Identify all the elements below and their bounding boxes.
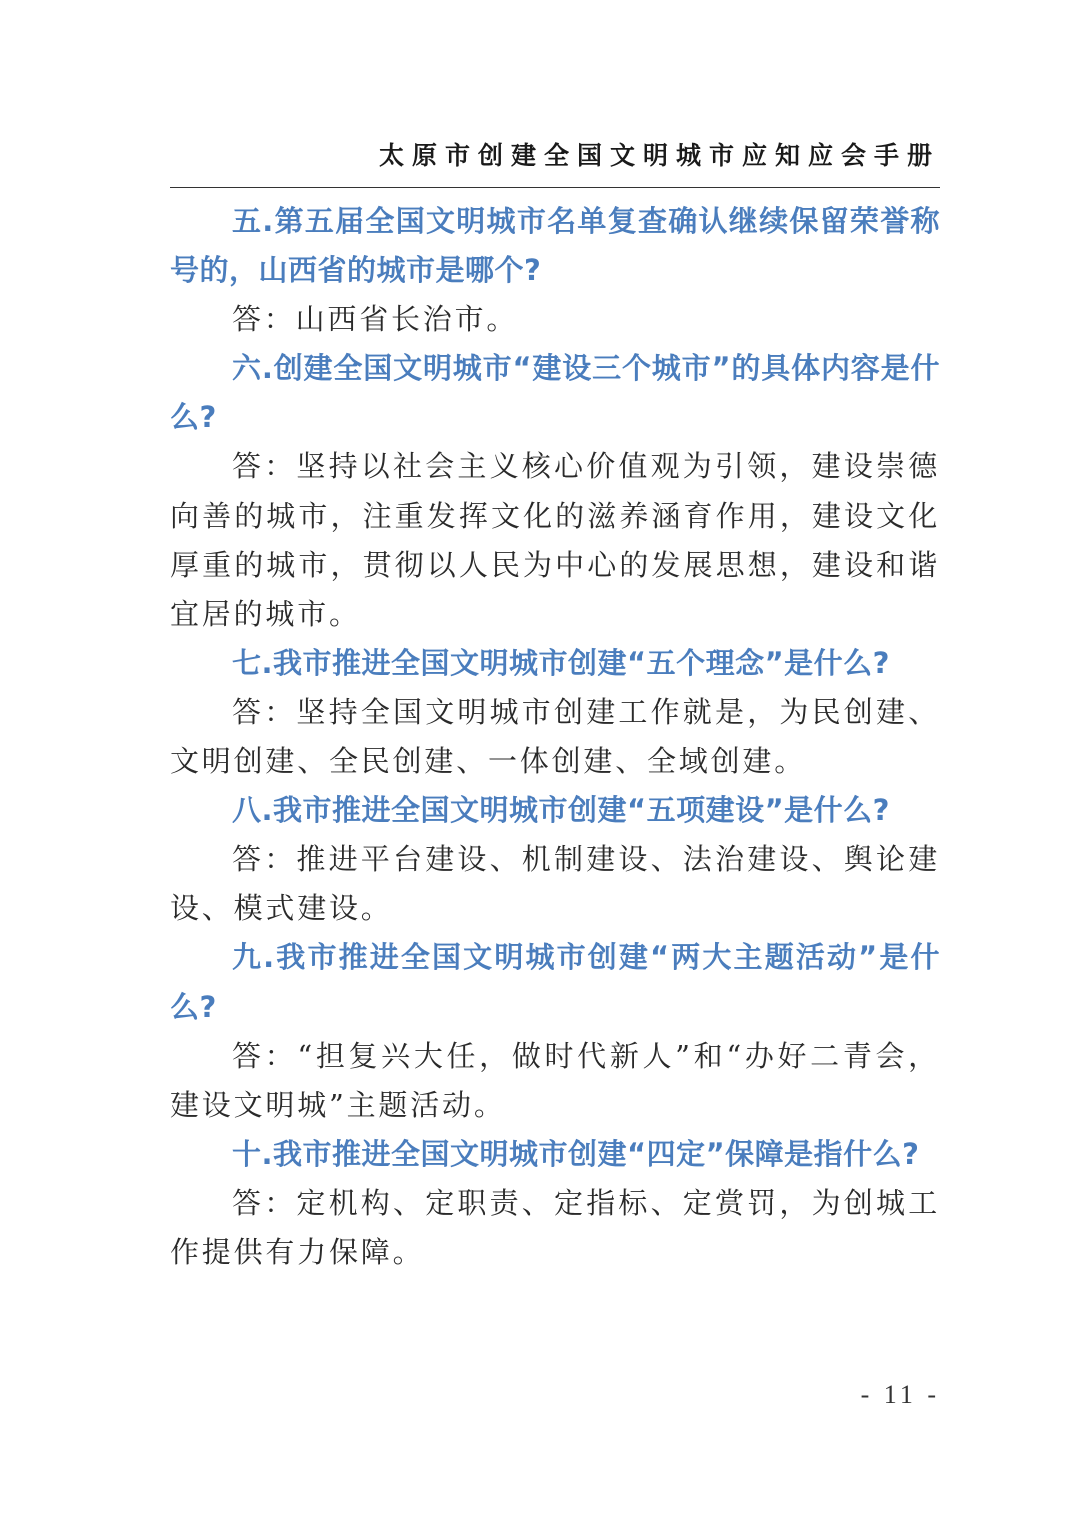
question-6: 六.创建全国文明城市“建设三个城市”的具体内容是什么? [170,351,940,435]
question-5: 五.第五届全国文明城市名单复查确认继续保留荣誉称号的，山西省的城市是哪个? [170,204,940,288]
question-7: 七.我市推进全国文明城市创建“五个理念”是什么? [232,645,890,680]
page-number: - 11 - [860,1380,940,1409]
question-9: 九.我市推进全国文明城市创建“两大主题活动”是什么? [170,940,940,1024]
answer-7: 答：坚持全国文明城市创建工作就是，为民创建、文明创建、全民创建、一体创建、全域创建。 [170,694,940,779]
answer-5: 答：山西省长治市。 [232,302,519,337]
question-8: 八.我市推进全国文明城市创建“五项建设”是什么? [232,793,890,828]
answer-9: 答：“担复兴大任，做时代新人”和“办好二青会，建设文明城”主题活动。 [170,1038,940,1122]
answer-6: 答：坚持以社会主义核心价值观为引领，建设崇德向善的城市，注重发挥文化的滋养涵育作用，建设文化厚重的城市，贯彻以人民为中心的发展思想，建设和谐宜居的城市。 [170,449,940,631]
answer-8: 答：推进平台建设、机制建设、法治建设、舆论建设、模式建设。 [170,842,940,926]
qa-list [170,197,940,1277]
handbook-title: 太原市创建全国文明城市应知应会手册 [378,141,940,170]
document-page [170,0,940,1535]
question-10: 十.我市推进全国文明城市创建“四定”保障是指什么? [232,1136,920,1171]
answer-10: 答：定机构、定职责、定指标、定赏罚，为创城工作提供有力保障。 [170,1185,940,1269]
header-divider [170,187,940,188]
